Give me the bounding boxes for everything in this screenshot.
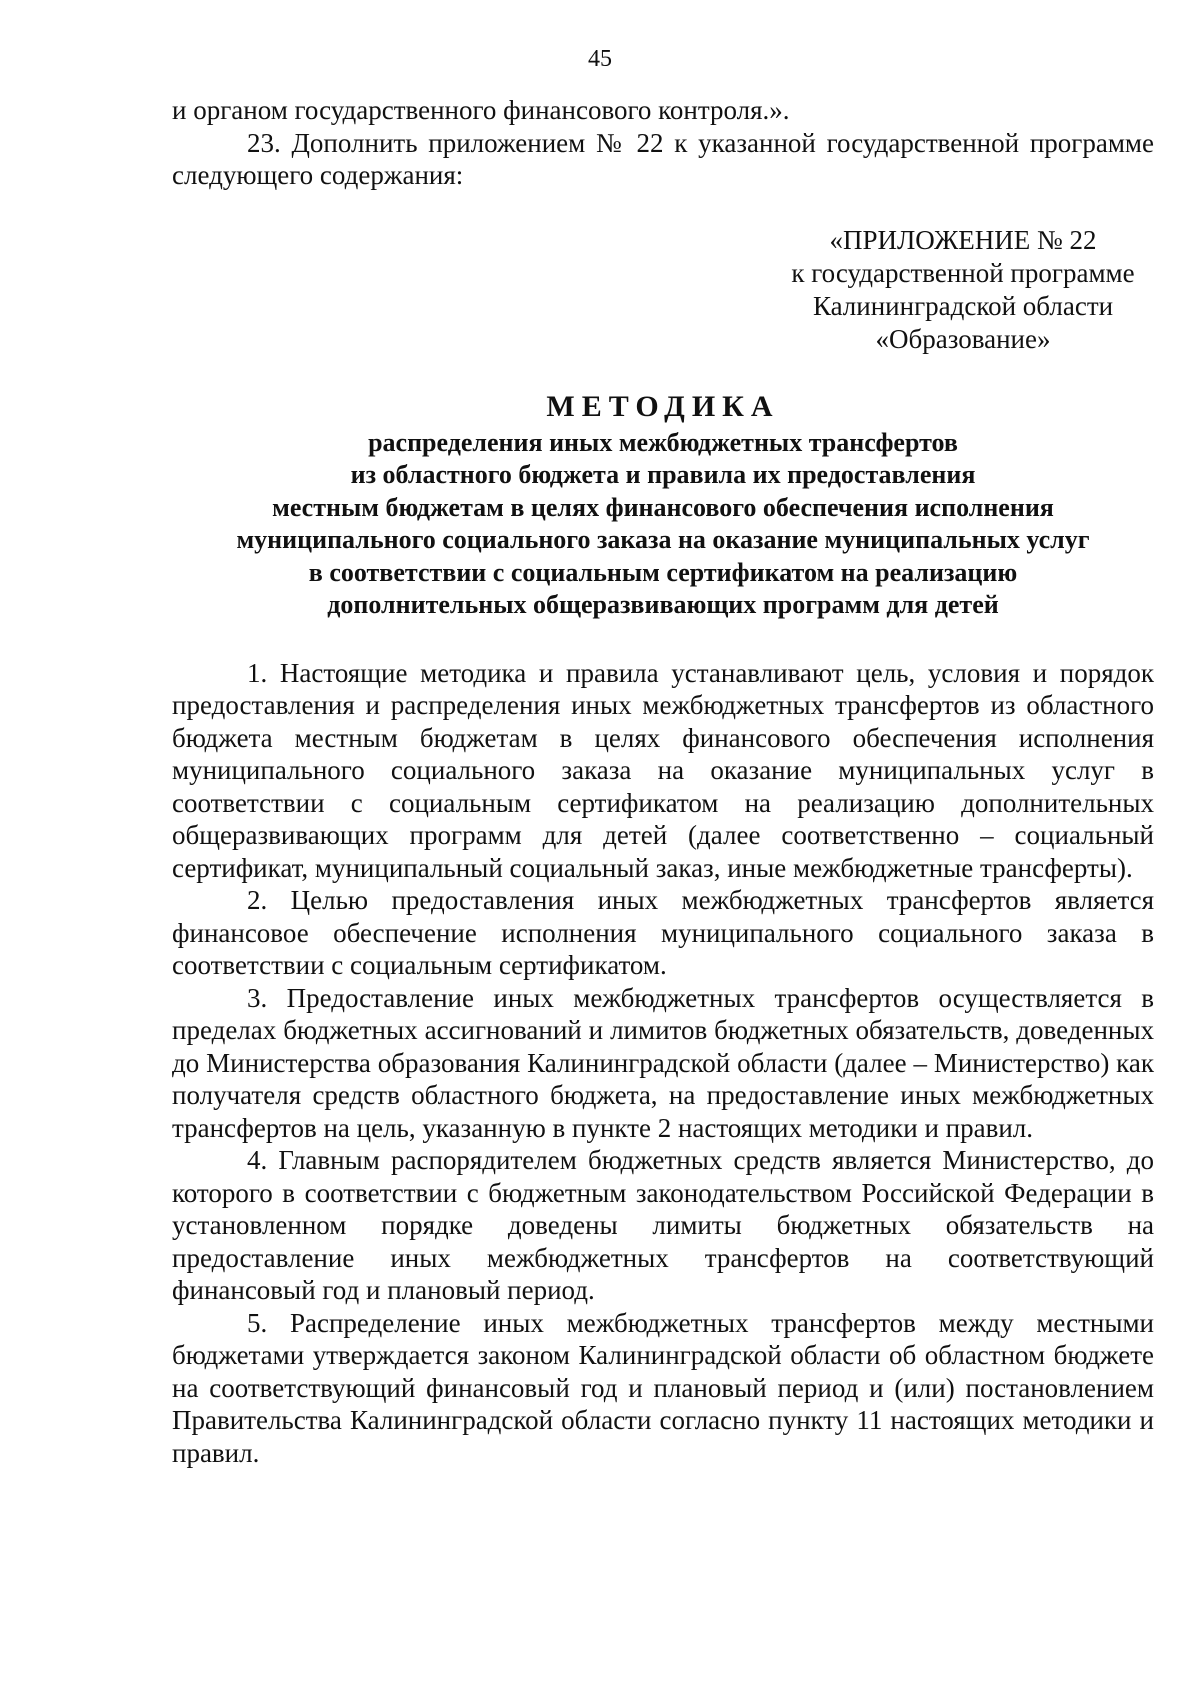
subtitle-line-6: дополнительных общеразвивающих программ для детей: [327, 590, 999, 619]
appendix-line-1: «ПРИЛОЖЕНИЕ № 22: [829, 224, 1097, 255]
item-23-paragraph: 23. Дополнить приложением № 22 к указанной государственной программе следующего содержания:: [172, 127, 1154, 190]
intro-line: и органом государственного финансового контроля.».: [172, 95, 790, 125]
page-number: 45: [588, 46, 612, 72]
paragraph-3: 3. Предоставление иных межбюджетных трансфертов осуществляется в пределах бюджетных ассигнований и лимитов бюджетных обязательств, доведенных до Министерства образования Калининградской области (далее – Министерство) как получателя средств областного бюджета, на предоставление иных межбюджетных трансфертов на цель, указанную в пункте 2 настоящих методики и правил.: [172, 982, 1154, 1143]
document-content: [172, 94, 1154, 1469]
appendix-line-2: к государственной программе: [791, 257, 1135, 288]
document-subtitle: [172, 427, 1154, 622]
paragraph-1: 1. Настоящие методика и правила устанавливают цель, условия и порядок предоставления и распределения иных межбюджетных трансфертов из областного бюджета местным бюджетам в целях финансового обеспечения исполнения муниципального социального заказа на оказание муниципальных услуг в соответствии с социальным сертификатом на реализацию дополнительных общеразвивающих программ для детей (далее соответственно – социальный сертификат, муниципальный социальный заказ, иные межбюджетные трансферты).: [172, 657, 1154, 883]
appendix-line-3: Калининградской области: [812, 290, 1114, 321]
subtitle-line-4: муниципального социального заказа на оказание муниципальных услуг: [236, 525, 1090, 554]
numbered-paragraphs: [172, 657, 1154, 1470]
subtitle-line-3: местным бюджетам в целях финансового обеспечения исполнения: [272, 492, 1054, 522]
subtitle-line-5: в соответствии с социальным сертификатом на реализацию: [308, 557, 1018, 587]
paragraph-5: 5. Распределение иных межбюджетных трансфертов между местными бюджетами утверждается законом Калининградской области об областном бюджете на соответствующий финансовый год и плановый период и (или) постановлением Правительства Калининградской области согласно пункту 11 настоящих методики и правил.: [172, 1307, 1154, 1468]
subtitle-line-1: распределения иных межбюджетных трансфертов: [368, 427, 958, 457]
paragraph-2: 2. Целью предоставления иных межбюджетных трансфертов является финансовое обеспечение исполнения муниципального социального заказа в соответствии с социальным сертификатом.: [172, 885, 1154, 980]
document-title: МЕТОДИКА: [546, 389, 780, 423]
paragraph-4: 4. Главным распорядителем бюджетных средств является Министерство, до которого в соответствии с бюджетным законодательством Российской Федерации в установленном порядке доведены лимиты бюджетных обязательств на предоставление иных межбюджетных трансфертов на соответствующий финансовый год и плановый период.: [172, 1145, 1154, 1305]
document-title-block: [172, 387, 1154, 622]
appendix-header: [772, 224, 1154, 356]
appendix-line-4: «Образование»: [875, 323, 1051, 354]
subtitle-line-2: из областного бюджета и правила их предоставления: [350, 460, 976, 489]
